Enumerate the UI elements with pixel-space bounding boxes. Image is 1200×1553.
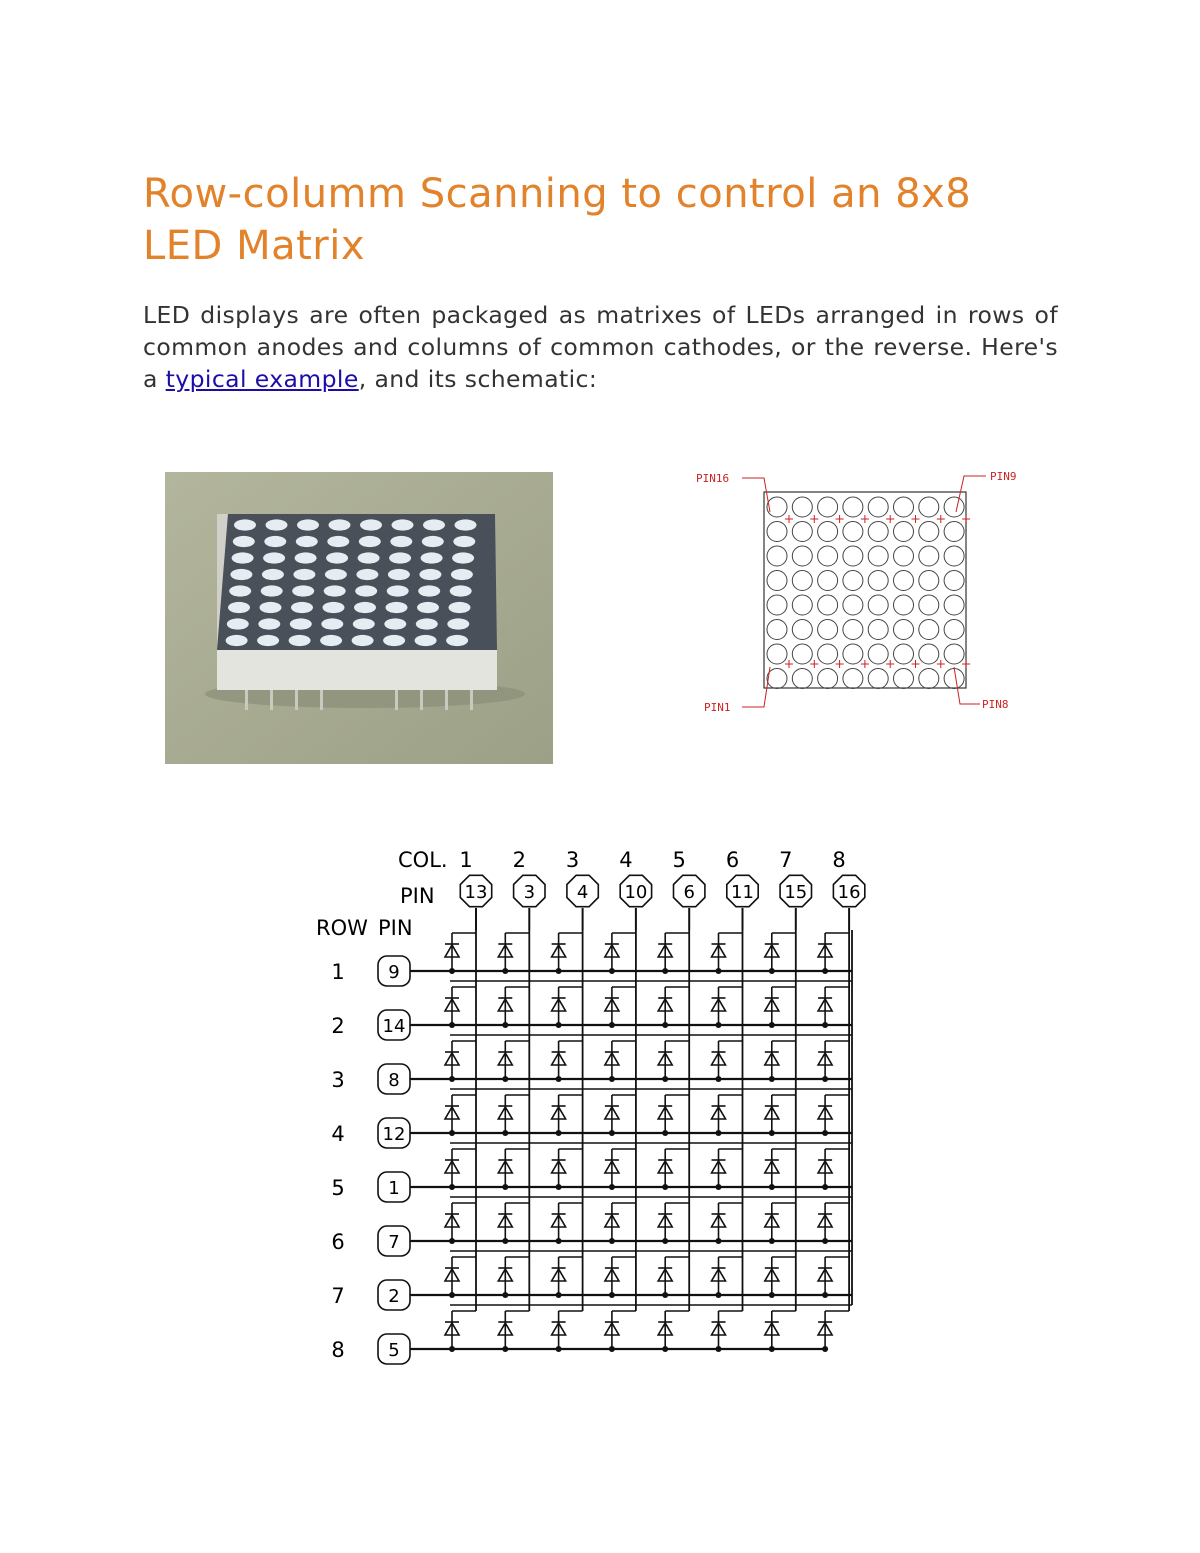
pin-map-led xyxy=(868,522,888,542)
led-dot xyxy=(295,552,317,563)
led-dot xyxy=(384,618,406,629)
led-dot xyxy=(447,618,469,629)
pin-map-led xyxy=(818,497,838,517)
led-dot xyxy=(356,569,378,580)
pin-map-led xyxy=(944,595,964,615)
pin-map-led xyxy=(843,595,863,615)
pin-map-led xyxy=(767,497,787,517)
pin-map-led xyxy=(944,644,964,664)
pin-map-led xyxy=(843,546,863,566)
page-title: Row-columm Scanning to control an 8x8 LED Matrix xyxy=(143,171,972,269)
row-number: 5 xyxy=(331,1176,345,1200)
schematic-drawing xyxy=(300,835,900,1375)
led-dot xyxy=(451,569,473,580)
pin-map-led xyxy=(792,620,812,640)
led-dot xyxy=(234,519,256,530)
led-dot xyxy=(423,519,445,530)
col-pin-number: 11 xyxy=(731,882,754,903)
led-dot xyxy=(352,635,374,646)
pin-map-led xyxy=(894,571,914,591)
pin-map-led xyxy=(767,595,787,615)
matrix-schematic xyxy=(300,835,900,1375)
led-dot xyxy=(325,569,347,580)
col-number: 7 xyxy=(779,848,793,872)
led-dot xyxy=(232,552,254,563)
pin1-label: PIN1 xyxy=(704,701,731,714)
led-dot xyxy=(390,536,412,547)
led-dot xyxy=(388,569,410,580)
led-dot xyxy=(324,585,346,596)
led-dot xyxy=(449,602,471,613)
pin-map-led xyxy=(767,644,787,664)
pin9-label: PIN9 xyxy=(990,470,1017,483)
col-pin-number: 15 xyxy=(784,882,808,903)
led-dot xyxy=(416,618,438,629)
pin-map-led xyxy=(868,497,888,517)
led-dot xyxy=(450,585,472,596)
col-pin-number: 13 xyxy=(464,882,488,903)
row-pin-number: 1 xyxy=(388,1178,400,1199)
pin-map-led xyxy=(919,571,939,591)
col-number: 1 xyxy=(459,848,473,872)
led-dot xyxy=(320,635,342,646)
pin-map-led xyxy=(767,571,787,591)
pin-map-led xyxy=(868,571,888,591)
col-number: 8 xyxy=(832,848,846,872)
pin-map-led xyxy=(894,644,914,664)
pin-map-led xyxy=(944,522,964,542)
led-dot xyxy=(387,585,409,596)
pin-map-led xyxy=(944,497,964,517)
led-dot xyxy=(389,552,411,563)
led-dot xyxy=(233,536,255,547)
pin-map-led xyxy=(894,546,914,566)
led-dot xyxy=(297,519,319,530)
pin-map-led xyxy=(944,546,964,566)
row-pin-number: 2 xyxy=(388,1286,400,1307)
pin-map-led xyxy=(944,571,964,591)
led-dot xyxy=(228,602,250,613)
pin-map-led xyxy=(868,595,888,615)
row-pin-number: 7 xyxy=(388,1232,400,1253)
row-number: 7 xyxy=(331,1284,345,1308)
led-dot xyxy=(419,569,441,580)
pin16-label: PIN16 xyxy=(696,472,730,485)
pin-map-led xyxy=(843,669,863,689)
pin-map-led xyxy=(919,620,939,640)
intro-paragraph xyxy=(143,299,1058,395)
row-pin-number: 5 xyxy=(388,1340,400,1361)
led-dot xyxy=(266,519,288,530)
led-dot xyxy=(446,635,468,646)
pin-map-led xyxy=(894,669,914,689)
pin-map-led xyxy=(919,644,939,664)
led-dot xyxy=(354,602,376,613)
row-number: 3 xyxy=(331,1068,345,1092)
led-dot xyxy=(452,552,474,563)
led-dot xyxy=(261,585,283,596)
pin-map-led xyxy=(792,571,812,591)
led-dot xyxy=(455,519,477,530)
pin-map-led xyxy=(818,644,838,664)
pin-map-led xyxy=(767,620,787,640)
led-dot xyxy=(291,602,313,613)
led-dot xyxy=(329,519,351,530)
led-dot xyxy=(227,618,249,629)
col-pin-number: 4 xyxy=(576,882,589,903)
row-header: ROW xyxy=(316,916,368,940)
pin-map-led xyxy=(894,595,914,615)
led-dot xyxy=(321,618,343,629)
pin-map-led xyxy=(919,546,939,566)
col-number: 4 xyxy=(619,848,633,872)
led-dot xyxy=(226,635,248,646)
led-dot xyxy=(358,552,380,563)
pin-map-led xyxy=(767,546,787,566)
intro-text-start: LED displays are often packaged as matrixes of LEDs arranged in rows of common anodes and columns of common cathodes, or the reverse. Here's a xyxy=(143,301,1058,393)
pin-map-led xyxy=(818,546,838,566)
pin-map-led xyxy=(843,620,863,640)
led-matrix-photo-drawing xyxy=(165,472,553,764)
led-dot xyxy=(355,585,377,596)
led-dot xyxy=(293,569,315,580)
pin-map-led xyxy=(792,644,812,664)
pin-map-led xyxy=(792,595,812,615)
led-dot xyxy=(417,602,439,613)
col-number: 5 xyxy=(672,848,686,872)
pin-map-led xyxy=(868,620,888,640)
typical-example-link[interactable]: typical example xyxy=(165,365,359,393)
pin-map-led xyxy=(792,522,812,542)
led-dot xyxy=(415,635,437,646)
pin-map-led xyxy=(818,595,838,615)
col-number: 2 xyxy=(512,848,526,872)
pin-map-led xyxy=(894,620,914,640)
led-dot xyxy=(289,635,311,646)
col-number: 6 xyxy=(725,848,740,872)
pin-map-led xyxy=(843,497,863,517)
led-dot xyxy=(359,536,381,547)
col-pin-number: 3 xyxy=(523,882,536,903)
pin-map-led xyxy=(767,522,787,542)
pin-map-led xyxy=(919,497,939,517)
pin-map-led xyxy=(843,522,863,542)
led-dot xyxy=(360,519,382,530)
led-dot xyxy=(257,635,279,646)
pin-map-led xyxy=(818,571,838,591)
pin-map-led xyxy=(818,620,838,640)
col-number: 3 xyxy=(565,848,580,872)
row-number: 2 xyxy=(331,1014,345,1038)
pin-map-led xyxy=(919,522,939,542)
col-pin-number: 10 xyxy=(624,882,648,903)
intro-text-end: , and its schematic: xyxy=(358,365,598,393)
col-header: COL. xyxy=(398,848,448,872)
led-dot xyxy=(453,536,475,547)
pin-map-led xyxy=(894,522,914,542)
pin-map-led xyxy=(868,669,888,689)
led-dot xyxy=(392,519,414,530)
pin-map-led xyxy=(843,644,863,664)
led-dot xyxy=(229,585,251,596)
pin-map-led xyxy=(894,497,914,517)
led-dot xyxy=(230,569,252,580)
pin-layout-diagram xyxy=(690,462,1035,722)
pin-map-led xyxy=(818,669,838,689)
led-dot xyxy=(262,569,284,580)
led-dot xyxy=(418,585,440,596)
row-pin-number: 14 xyxy=(382,1016,406,1037)
pin-map-led xyxy=(868,546,888,566)
led-dot xyxy=(326,552,348,563)
row-pin-number: 12 xyxy=(382,1124,406,1145)
row-number: 6 xyxy=(331,1230,345,1254)
row-number: 8 xyxy=(331,1338,345,1362)
pin-map-led xyxy=(944,669,964,689)
led-matrix-photo xyxy=(165,472,553,764)
led-dot xyxy=(292,585,314,596)
pin-map-led xyxy=(792,546,812,566)
led-dot xyxy=(264,536,286,547)
col-pin-number: 6 xyxy=(683,882,695,903)
led-dot xyxy=(258,618,280,629)
pin-map-led xyxy=(843,571,863,591)
pin-layout-drawing xyxy=(690,462,1035,722)
col-pin-number: 16 xyxy=(837,882,861,903)
pin-map-led xyxy=(792,497,812,517)
row-pin-number: 8 xyxy=(388,1070,400,1091)
led-dot xyxy=(263,552,285,563)
pin-map-led xyxy=(919,669,939,689)
row-number: 4 xyxy=(331,1122,345,1146)
led-dot xyxy=(260,602,282,613)
row-pin-number: 9 xyxy=(388,962,400,983)
led-dot xyxy=(327,536,349,547)
led-dot xyxy=(383,635,405,646)
led-dot xyxy=(296,536,318,547)
row-number: 1 xyxy=(331,960,345,984)
led-dot xyxy=(421,552,443,563)
pin-map-led xyxy=(868,644,888,664)
row-pin-header: PIN xyxy=(378,916,413,940)
pin-map-led xyxy=(818,522,838,542)
led-dot xyxy=(353,618,375,629)
pin-map-led xyxy=(767,669,787,689)
pin-map-led xyxy=(919,595,939,615)
pin-map-led xyxy=(792,669,812,689)
pin-header: PIN xyxy=(400,884,435,908)
led-dot xyxy=(422,536,444,547)
pin-map-led xyxy=(944,620,964,640)
pin8-label: PIN8 xyxy=(982,698,1009,711)
led-dot xyxy=(290,618,312,629)
led-dot xyxy=(323,602,345,613)
led-dot xyxy=(386,602,408,613)
